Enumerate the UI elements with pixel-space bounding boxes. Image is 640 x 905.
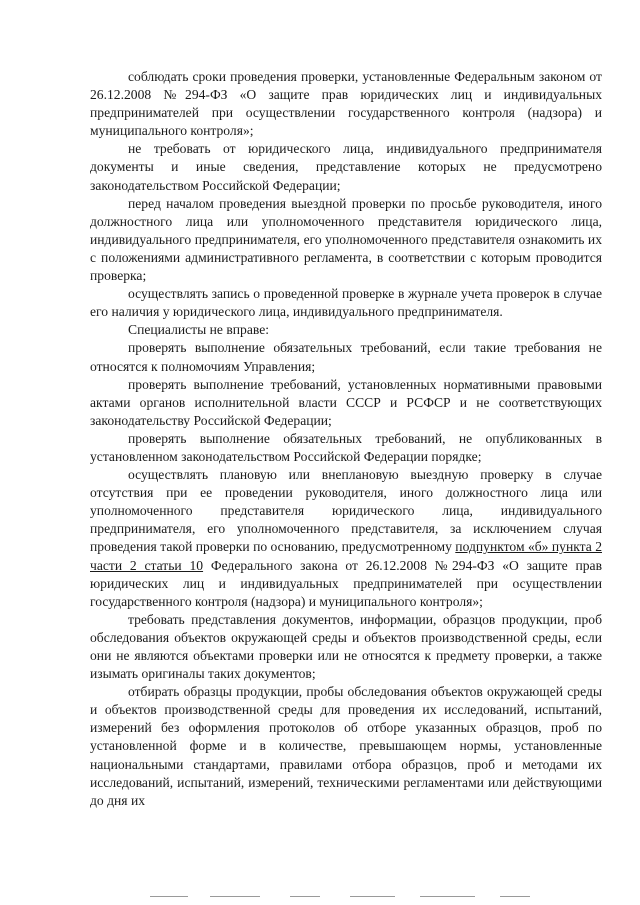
paragraph-no-documents: не требовать от юридического лица, индивидуального предпринимателя документы и иные сведения, представление которых не предусмотрено законодательством Российской Федерации; xyxy=(90,141,602,193)
planned-text-after: Федерального закона от 26.12.2008 №294-ФЗ «О защите прав юридических лиц и индивидуальных предпринимателей при осуществлении государственного контроля (надзора) и муниципального контроля»; xyxy=(90,557,602,609)
paragraph-unpublished: проверять выполнение обязательных требований, не опубликованных в установленном законодательством Российской Федерации порядке; xyxy=(90,430,602,464)
paragraph-planned-check xyxy=(90,466,602,611)
section-heading: Специалисты не вправе: xyxy=(128,322,270,338)
scan-edge-marks xyxy=(150,896,580,898)
paragraph-deadlines: соблюдать сроки проведения проверки, установленные Федеральным законом от 26.12.2008 №294-ФЗ «О защите прав юридических лиц и индивидуальных предпринимателей при осуществлении государственного контроля (надзора) и муниципального контроля»; xyxy=(90,69,602,139)
law-reference-link[interactable]: подпунктом «б» пункта 2 части 2 статьи 10 xyxy=(90,539,602,573)
paragraph-acquaint: перед началом проведения выездной проверки по просьбе руководителя, иного должностного лица или уполномоченного представителя юридического лица, индивидуального предпринимателя, его уполномоченного представителя ознакомить их с положениями административного регламента, в соответствии с которым проводится проверка; xyxy=(90,195,602,284)
document-page xyxy=(90,68,602,810)
paragraph-sampling: отбирать образцы продукции, пробы обследования объектов окружающей среды и объектов производственной среды для проведения их исследований, испытаний, измерений без оформления протоколов об отборе указанных образцов, проб по установленной форме и в количестве, превышающем нормы, установленные национальными стандартами, правилами отбора образцов, проб и методами их исследований, испытаний, измерений, техническими регламентами или действующими до дня их xyxy=(90,684,602,808)
paragraph-demand-documents: требовать представления документов, информации, образцов продукции, проб обследования объектов окружающей среды и объектов производственной среды, если они не являются объектами проверки или не относятся к предмету проверки, а также изымать оригиналы таких документов; xyxy=(90,611,602,682)
paragraph-journal: осуществлять запись о проведенной проверке в журнале учета проверок в случае его наличия у юридического лица, индивидуального предпринимателя. xyxy=(90,286,602,320)
paragraph-check-requirements: проверять выполнение обязательных требований, если такие требования не относятся к полномочиям Управления; xyxy=(90,340,602,374)
planned-text-before: осуществлять плановую или внеплановую выездную проверку в случае отсутствия при ее проведении руководителя, иного должностного лица или уполномоченного представителя юридического лица, индивидуального предпринимателя, его уполномоченного представителя, за исключением случая проведения такой проверки по основанию, предусмотренному xyxy=(90,467,602,555)
paragraph-ussr-acts: проверять выполнение требований, установленных нормативными правовыми актами органов исполнительной власти СССР и РСФСР и не соответствующих законодательству Российской Федерации; xyxy=(90,376,602,428)
